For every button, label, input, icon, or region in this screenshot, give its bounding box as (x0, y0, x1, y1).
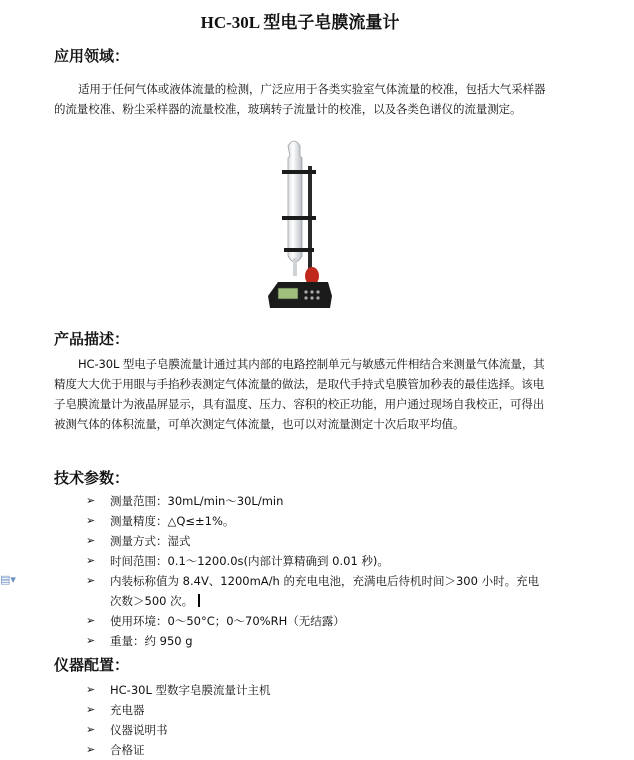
bullet-arrow-icon: ➢ (86, 683, 96, 696)
bullet-arrow-icon: ➢ (86, 494, 96, 507)
list-item: ➢ 时间范围：0.1～1200.0s(内部计算精确到 0.01 秒)。 (86, 551, 550, 571)
list-item: ➢ HC-30L 型数字皂膜流量计主机 (86, 680, 271, 700)
bullet-arrow-icon: ➢ (86, 703, 96, 716)
description-heading: 产品描述： (54, 330, 130, 348)
list-item: ➢ 充电器 (86, 700, 271, 720)
bullet-arrow-icon: ➢ (86, 614, 96, 627)
bullet-arrow-icon: ➢ (86, 534, 96, 547)
list-item: ➢ 测量精度：△Q≤±1%。 (86, 511, 550, 531)
bullet-arrow-icon: ➢ (86, 514, 96, 527)
specs-heading: 技术参数： (54, 469, 130, 487)
application-heading: 应用领域： (54, 47, 130, 65)
list-item: ➢ 使用环境：0～50°C；0～70%RH（无结露） (86, 611, 550, 631)
list-item: ➢ 重量：约 950 g (86, 631, 550, 651)
list-item: ➢ 内装标称值为 8.4V、1200mA/h 的充电电池，充满电后待机时间＞300 小时。充电次数＞500 次。 (86, 571, 550, 611)
bullet-arrow-icon: ➢ (86, 574, 96, 587)
bullet-arrow-icon: ➢ (86, 723, 96, 736)
bullet-arrow-icon: ➢ (86, 554, 96, 567)
list-item: ➢ 合格证 (86, 740, 271, 760)
bullet-arrow-icon: ➢ (86, 743, 96, 756)
bullet-arrow-icon: ➢ (86, 634, 96, 647)
list-item: ➢ 测量范围：30mL/min～30L/min (86, 491, 550, 511)
list-item: ➢ 测量方式：湿式 (86, 531, 550, 551)
document-title: HC-30L 型电子皂膜流量计 (200, 13, 400, 32)
specs-list (86, 491, 550, 651)
application-paragraph: 适用于任何气体或液体流量的检测，广泛应用于各类实验室气体流量的校准，包括大气采样器的流量校准、粉尘采样器的流量校准，玻璃转子流量计的校准，以及各类色谱仪的流量测定。 (54, 82, 546, 116)
paragraph-options-icon[interactable]: ▤▾ (0, 573, 16, 586)
flowmeter-product-image (262, 136, 334, 320)
text-cursor (198, 594, 200, 607)
config-list (86, 680, 271, 760)
list-item: ➢ 仪器说明书 (86, 720, 271, 740)
config-heading: 仪器配置： (54, 656, 130, 674)
description-paragraph: HC-30L 型电子皂膜流量计通过其内部的电路控制单元与敏感元件相结合来测量气体流量，其精度大大优于用眼与手掐秒表测定气体流量的做法，是取代手持式皂膜管加秒表的最佳选择。该电子皂膜流量计为液晶屏显示，具有温度、压力、容积的校正功能，用户通过现场自我校正，可得出被测气体的体积流量，可单次测定气体流量，也可以对流量测定十次后取平均值。 (54, 357, 545, 431)
